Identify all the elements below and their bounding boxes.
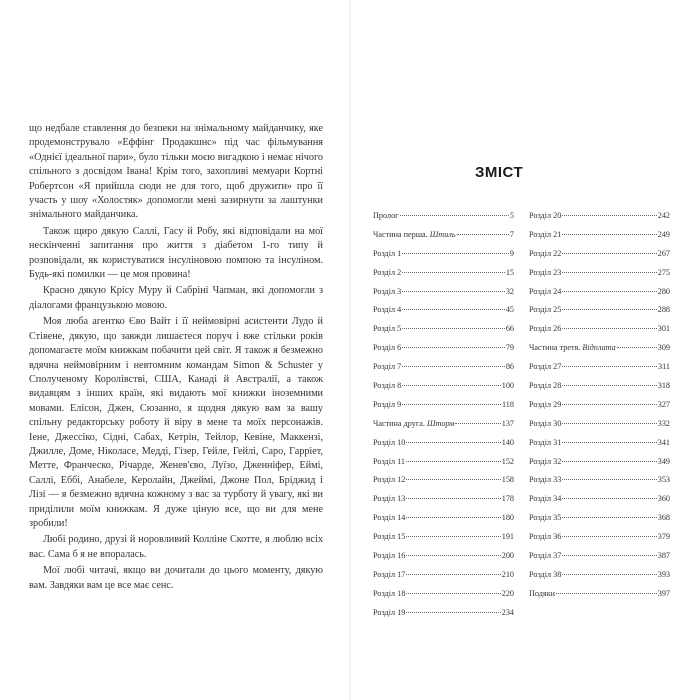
toc-leader-dots [562, 404, 656, 405]
toc-entry-label: Розділ 13 [373, 494, 406, 504]
toc-leader-dots [562, 423, 656, 424]
toc-entry-page: 249 [657, 229, 670, 239]
toc-entry [373, 230, 514, 249]
toc-leader-dots [406, 536, 500, 537]
toc-entry-label: Розділ 11 [373, 456, 405, 466]
toc-entry-label: Розділ 2 [373, 267, 402, 277]
toc-entry [373, 438, 514, 457]
toc-leader-dots [562, 442, 656, 443]
toc-entry [529, 475, 670, 494]
toc-entry-page: 332 [657, 418, 670, 428]
toc-entry-label: Розділ 1 [373, 248, 402, 258]
toc-entry [373, 400, 514, 419]
toc-entry-page: 318 [657, 381, 670, 391]
toc-entry-label: Частина третя. Відплата [529, 343, 616, 353]
toc-leader-dots [455, 423, 500, 424]
toc-entry-page: 393 [657, 569, 670, 579]
toc-entry-page: 152 [501, 456, 514, 466]
toc-leader-dots [406, 612, 500, 613]
toc-entry-page: 288 [657, 305, 670, 315]
toc-leader-dots [406, 479, 500, 480]
toc-leader-dots [406, 498, 500, 499]
toc-leader-dots [406, 593, 500, 594]
toc-leader-dots [457, 234, 509, 235]
toc-entry-page: 327 [657, 399, 670, 409]
toc-entry [529, 343, 670, 362]
toc-entry-label: Розділ 30 [529, 418, 562, 428]
toc-entry-page: 210 [501, 569, 514, 579]
toc-entry-label: Частина перша. Штиль [373, 229, 456, 239]
toc-entry [373, 381, 514, 400]
toc-entry-page: 242 [657, 211, 670, 220]
toc-leader-dots [562, 272, 656, 273]
toc-entry [373, 287, 514, 306]
toc-entry-page: 45 [505, 305, 514, 315]
paragraph: Мої любі читачі, якщо ви дочитали до цього моменту, дякую вам. Завдяки вам це все має сенс. [29, 565, 323, 591]
toc-entry-label: Розділ 20 [529, 211, 562, 220]
toc-leader-dots [562, 574, 656, 575]
toc-entry-page: 311 [658, 362, 670, 372]
acknowledgements-text [29, 122, 323, 595]
toc-entry [529, 305, 670, 324]
toc-entry-label: Розділ 38 [529, 569, 562, 579]
toc-leader-dots [562, 517, 656, 518]
toc-entry [529, 381, 670, 400]
toc-leader-dots [562, 366, 657, 367]
toc-leader-dots [402, 253, 509, 254]
toc-entry-page: 66 [505, 324, 514, 334]
toc-entry-page: 200 [501, 551, 514, 561]
toc-entry [373, 419, 514, 438]
toc-entry-page: 191 [501, 532, 514, 542]
toc-entry-label: Подяки [529, 588, 556, 598]
toc-entry-page: 5 [509, 211, 514, 220]
toc-leader-dots [562, 385, 656, 386]
toc-entry-label: Розділ 29 [529, 399, 562, 409]
toc-entry-label: Розділ 33 [529, 475, 562, 485]
toc-entry-label: Розділ 10 [373, 437, 406, 447]
toc-title: ЗМІСТ [475, 164, 524, 181]
toc-leader-dots [402, 272, 505, 273]
toc-leader-dots [402, 366, 505, 367]
toc-entry-label: Пролог [373, 211, 399, 220]
toc-entry-page: 137 [501, 418, 514, 428]
toc-entry [529, 287, 670, 306]
toc-entry-label: Розділ 15 [373, 532, 406, 542]
toc-leader-dots [562, 461, 656, 462]
paragraph: Любі родино, друзі й норовливий Колліне Скотте, я люблю всіх вас. Сама б я не впоралась. [29, 534, 323, 560]
toc-entry-label: Розділ 31 [529, 437, 562, 447]
toc-entry-label: Розділ 19 [373, 607, 406, 617]
toc-entry [373, 249, 514, 268]
toc-entry-label: Розділ 35 [529, 513, 562, 523]
toc-entry-label: Розділ 7 [373, 362, 402, 372]
toc-entry-label: Розділ 21 [529, 229, 562, 239]
toc-entry [529, 494, 670, 513]
paragraph: що недбале ставлення до безпеки на знімальному майданчику, яке продемонструвало «Еффінг Продакшнс» під час фільмування «Однієї ідеальної пари», було тільки моєю вигадкою і немає нічого спільного з досвідом Івана! Крім того, захопливі мемуари Кортні Робертсон «Я прийшла сюди не для того, щоб дружити» про її участь у шоу «Холостяк» допомогли мені зазирнути за лаштунки знімального майданчика. [29, 123, 323, 221]
toc-entry [373, 608, 514, 627]
toc-entry-label: Розділ 16 [373, 551, 406, 561]
toc-entry-label: Розділ 23 [529, 267, 562, 277]
toc-entry-label: Розділ 28 [529, 381, 562, 391]
toc-leader-dots [556, 593, 657, 594]
toc-entry-label: Розділ 9 [373, 399, 402, 409]
toc-entry-page: 280 [657, 286, 670, 296]
toc-entry-label: Розділ 26 [529, 324, 562, 334]
toc-entry-page: 353 [657, 475, 670, 485]
toc-entry [373, 305, 514, 324]
toc-leader-dots [402, 385, 501, 386]
toc-entry [373, 494, 514, 513]
toc-entry [529, 457, 670, 476]
toc-entry-label: Розділ 22 [529, 248, 562, 258]
toc-entry-label: Розділ 5 [373, 324, 402, 334]
toc-entry-page: 140 [501, 437, 514, 447]
toc-leader-dots [402, 404, 501, 405]
toc-entry-label: Розділ 24 [529, 286, 562, 296]
toc-entry-page: 180 [501, 513, 514, 523]
toc-entry-page: 32 [505, 286, 514, 296]
toc-entry [529, 324, 670, 343]
toc-leader-dots [406, 555, 500, 556]
toc-entry-page: 360 [657, 494, 670, 504]
toc-entry-page: 341 [657, 437, 670, 447]
toc-leader-dots [562, 498, 656, 499]
toc-entry-page: 379 [657, 532, 670, 542]
toc-entry [373, 532, 514, 551]
toc-entry-part-name: Штиль [429, 229, 456, 239]
toc-leader-dots [562, 291, 656, 292]
toc-entry-page: 100 [501, 381, 514, 391]
toc-column-right [529, 211, 670, 608]
toc-entry-page: 86 [505, 362, 514, 372]
toc-leader-dots [562, 328, 656, 329]
toc-entry-page: 368 [657, 513, 670, 523]
toc-leader-dots [617, 347, 657, 348]
toc-leader-dots [562, 309, 656, 310]
toc-column-left [373, 211, 514, 627]
toc-entry-page: 158 [501, 475, 514, 485]
toc-leader-dots [562, 536, 656, 537]
toc-entry [529, 419, 670, 438]
toc-leader-dots [562, 234, 656, 235]
toc-leader-dots [562, 253, 656, 254]
toc-leader-dots [402, 291, 505, 292]
toc-entry-page: 309 [657, 343, 670, 353]
toc-entry [529, 268, 670, 287]
toc-entry [529, 589, 670, 608]
toc-entry [529, 438, 670, 457]
toc-entry-label: Розділ 27 [529, 362, 562, 372]
toc-entry [373, 589, 514, 608]
toc-entry [373, 570, 514, 589]
toc-entry [373, 362, 514, 381]
toc-entry-page: 301 [657, 324, 670, 334]
toc-entry-page: 267 [657, 248, 670, 258]
toc-entry [373, 475, 514, 494]
toc-leader-dots [406, 574, 500, 575]
toc-entry-page: 234 [501, 607, 514, 617]
paragraph: Також щиро дякую Саллі, Гасу й Робу, які відповідали на мої нескінченні запитання про життя з діабетом 1-го типу й розповідали, як користуватися інсуліновою помпою та інсуліном. Будь-які помилки — це моя провина! [29, 225, 323, 281]
toc-entry-page: 7 [509, 229, 514, 239]
toc-entry [529, 362, 670, 381]
toc-entry-page: 387 [657, 551, 670, 561]
toc-entry-page: 349 [657, 456, 670, 466]
toc-entry [529, 211, 670, 230]
toc-entry-label: Розділ 3 [373, 286, 402, 296]
toc-entry-label: Розділ 14 [373, 513, 406, 523]
paragraph: Красно дякую Крісу Муру й Сабріні Чапман, які допомогли з діалогами французькою мовою. [29, 285, 323, 311]
toc-entry [373, 268, 514, 287]
toc-entry-label: Розділ 37 [529, 551, 562, 561]
toc-entry-label: Розділ 32 [529, 456, 562, 466]
toc-leader-dots [402, 347, 505, 348]
toc-entry [373, 457, 514, 476]
toc-entry-label: Розділ 6 [373, 343, 402, 353]
toc-entry-page: 9 [509, 248, 514, 258]
toc-entry-label: Розділ 4 [373, 305, 402, 315]
toc-entry-page: 275 [657, 267, 670, 277]
toc-entry-page: 220 [501, 588, 514, 598]
toc-entry-page: 15 [505, 267, 514, 277]
toc-entry [529, 230, 670, 249]
toc-entry [529, 249, 670, 268]
toc-leader-dots [400, 215, 509, 216]
toc-entry [373, 324, 514, 343]
toc-entry [373, 343, 514, 362]
toc-leader-dots [406, 442, 500, 443]
toc-entry-label: Розділ 18 [373, 588, 406, 598]
toc-entry [529, 400, 670, 419]
toc-entry [529, 551, 670, 570]
toc-entry-label: Розділ 17 [373, 569, 406, 579]
toc-entry [373, 551, 514, 570]
toc-entry-page: 118 [502, 399, 514, 409]
toc-entry-page: 397 [657, 588, 670, 598]
toc-entry-label: Частина друга. Шторм [373, 418, 455, 428]
toc-entry [373, 513, 514, 532]
toc-entry [373, 211, 514, 230]
toc-entry [529, 532, 670, 551]
toc-entry-label: Розділ 12 [373, 475, 406, 485]
toc-leader-dots [406, 517, 500, 518]
toc-leader-dots [562, 215, 656, 216]
toc-entry-label: Розділ 25 [529, 305, 562, 315]
toc-entry-part-name: Відплата [582, 343, 616, 353]
paragraph: Моя люба агентко Єво Вайт і її неймовірні асистенти Лудо й Стівене, дякую, що завжди лишаєтеся поруч і вже стільки років допомагаєте моїм книжкам побачити цей світ. Я також я безмежно вдячна неймовірним і невтомним командам Simon & Schuster у Сполученому Королівстві, США, Канаді й Австралії, а також видавцям з інших країн, які видають мої книжки іноземними мовами. Елісон, Джен, Сюзанно, я щодня дякую вам за вашу спільну редакторську роботу й віру в мене та моїх персонажів. Іене, Джессіко, Сідні, Сабах, Кетрін, Тейлор, Кевіне, Маккензі, Джилле, Доме, Ніколасе, Медді, Гізер, Гейле, Гейлі, Саро, Гарріет, Метте, Франческо, Річарде, Женев'єво, Луїзо, Дженніфер, Еймі, Саллі, Еббі, Анабеле, Керолайн, Джеймі, Джоне Пол, Бріджид і Лізі — я безмежно вдячна кожному з вас за турботу й увагу, які ви приділили моїм книжкам. Я дуже ціную все, що ви для мене зробили! [29, 316, 323, 529]
toc-entry-label: Розділ 34 [529, 494, 562, 504]
toc-entry-page: 178 [501, 494, 514, 504]
toc-entry [529, 570, 670, 589]
toc-leader-dots [402, 328, 505, 329]
toc-leader-dots [406, 461, 501, 462]
toc-entry-label: Розділ 8 [373, 381, 402, 391]
toc-entry [529, 513, 670, 532]
toc-leader-dots [562, 555, 656, 556]
toc-leader-dots [562, 479, 656, 480]
toc-entry-label: Розділ 36 [529, 532, 562, 542]
toc-leader-dots [402, 309, 505, 310]
toc-entry-page: 79 [505, 343, 514, 353]
toc-entry-part-name: Шторм [426, 418, 455, 428]
